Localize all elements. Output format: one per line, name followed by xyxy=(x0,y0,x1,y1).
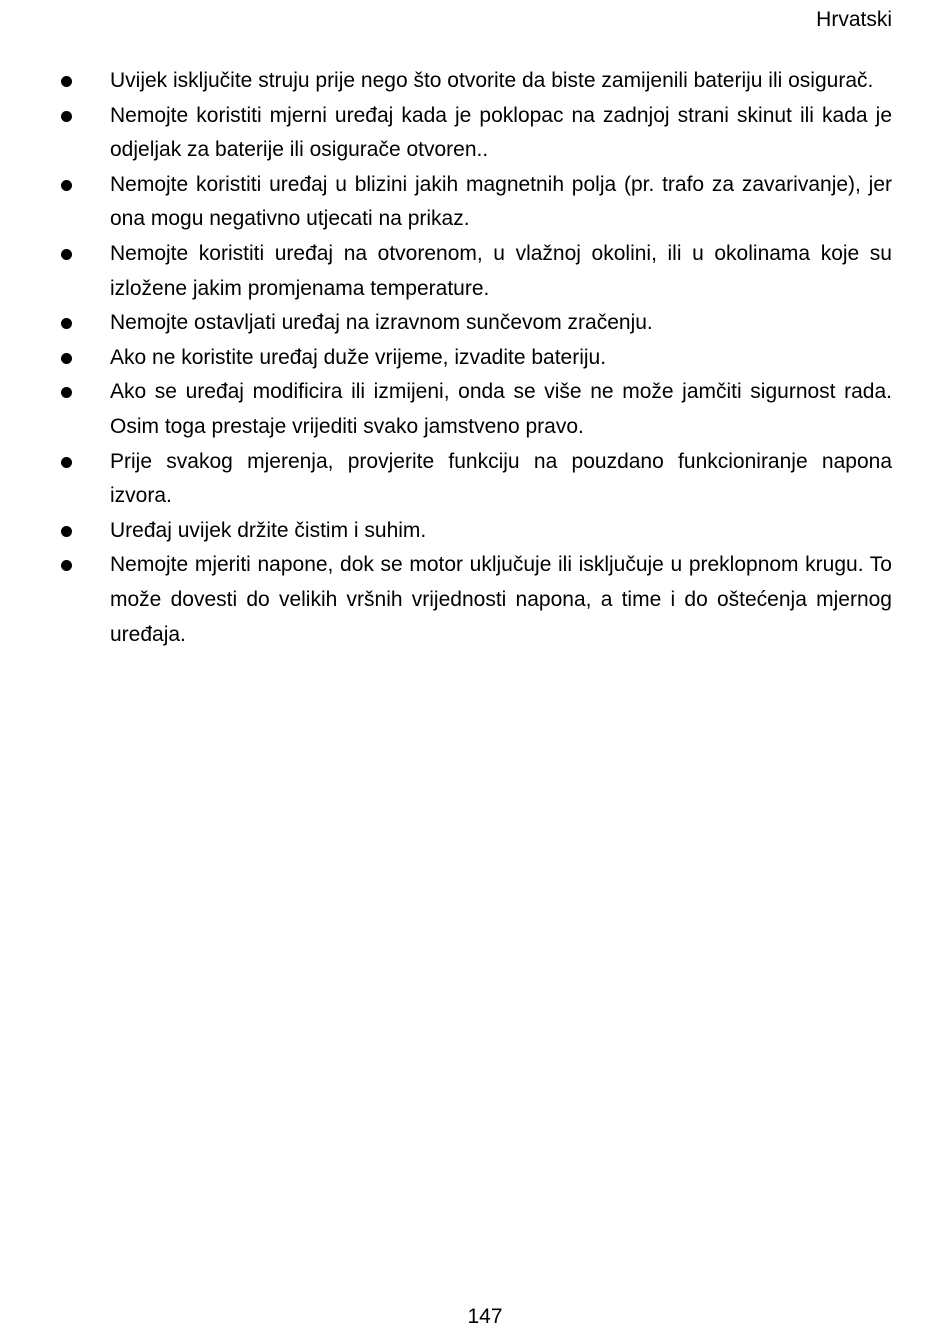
list-item xyxy=(57,514,892,549)
list-item xyxy=(57,341,892,376)
list-item xyxy=(57,548,892,652)
list-item-text: Ako ne koristite uređaj duže vrijeme, izvadite bateriju. xyxy=(110,345,607,369)
list-item-text: Uređaj uvijek držite čistim i suhim. xyxy=(110,518,427,542)
list-item xyxy=(57,445,892,514)
list-item xyxy=(57,168,892,237)
list-item-text: Nemojte koristiti mjerni uređaj kada je poklopac na zadnjoj strani skinut ili kada je odjeljak za baterije ili osigurače otvoren.. xyxy=(110,103,892,162)
list-item-text: Nemojte mjeriti napone, dok se motor uključuje ili isključuje u preklopnom krugu. To može dovesti do velikih vršnih vrijednosti napona, a time i do oštećenja mjernog uređaja. xyxy=(110,553,892,646)
list-item xyxy=(57,306,892,341)
list-item xyxy=(57,237,892,306)
list-item xyxy=(57,64,892,99)
header-language: Hrvatski xyxy=(816,8,892,31)
bullet-icon xyxy=(61,76,72,87)
list-item-text: Prije svakog mjerenja, provjerite funkciju na pouzdano funkcioniranje napona izvora. xyxy=(110,449,892,508)
bullet-icon xyxy=(61,180,72,191)
list-item-text: Uvijek isključite struju prije nego što otvorite da biste zamijenili bateriju ili osigurač. xyxy=(110,69,874,92)
list-item xyxy=(57,375,892,444)
bullet-icon xyxy=(61,457,72,468)
list-item-text: Ako se uređaj modificira ili izmijeni, onda se više ne može jamčiti sigurnost rada. Osim toga prestaje vrijediti svako jamstveno pravo. xyxy=(110,380,892,438)
list-item xyxy=(57,99,892,168)
bullet-icon xyxy=(61,560,72,571)
page-number: 147 xyxy=(467,1305,503,1328)
bullet-icon xyxy=(61,526,72,537)
bullet-icon xyxy=(61,111,72,122)
bullet-icon xyxy=(61,249,72,260)
list-item-text: Nemojte koristiti uređaj u blizini jakih magnetnih polja (pr. trafo za zavarivanje), jer ona mogu negativno utjecati na prikaz. xyxy=(110,172,892,231)
list-item-text: Nemojte koristiti uređaj na otvorenom, u vlažnoj okolini, ili u okolinama koje su izložene jakim promjenama temperature. xyxy=(110,241,892,300)
bullet-icon xyxy=(61,387,72,398)
list-item-text: Nemojte ostavljati uređaj na izravnom sunčevom zračenju. xyxy=(110,311,653,335)
bullet-icon xyxy=(61,318,72,329)
bullet-icon xyxy=(61,353,72,364)
safety-instructions-list xyxy=(57,64,892,652)
